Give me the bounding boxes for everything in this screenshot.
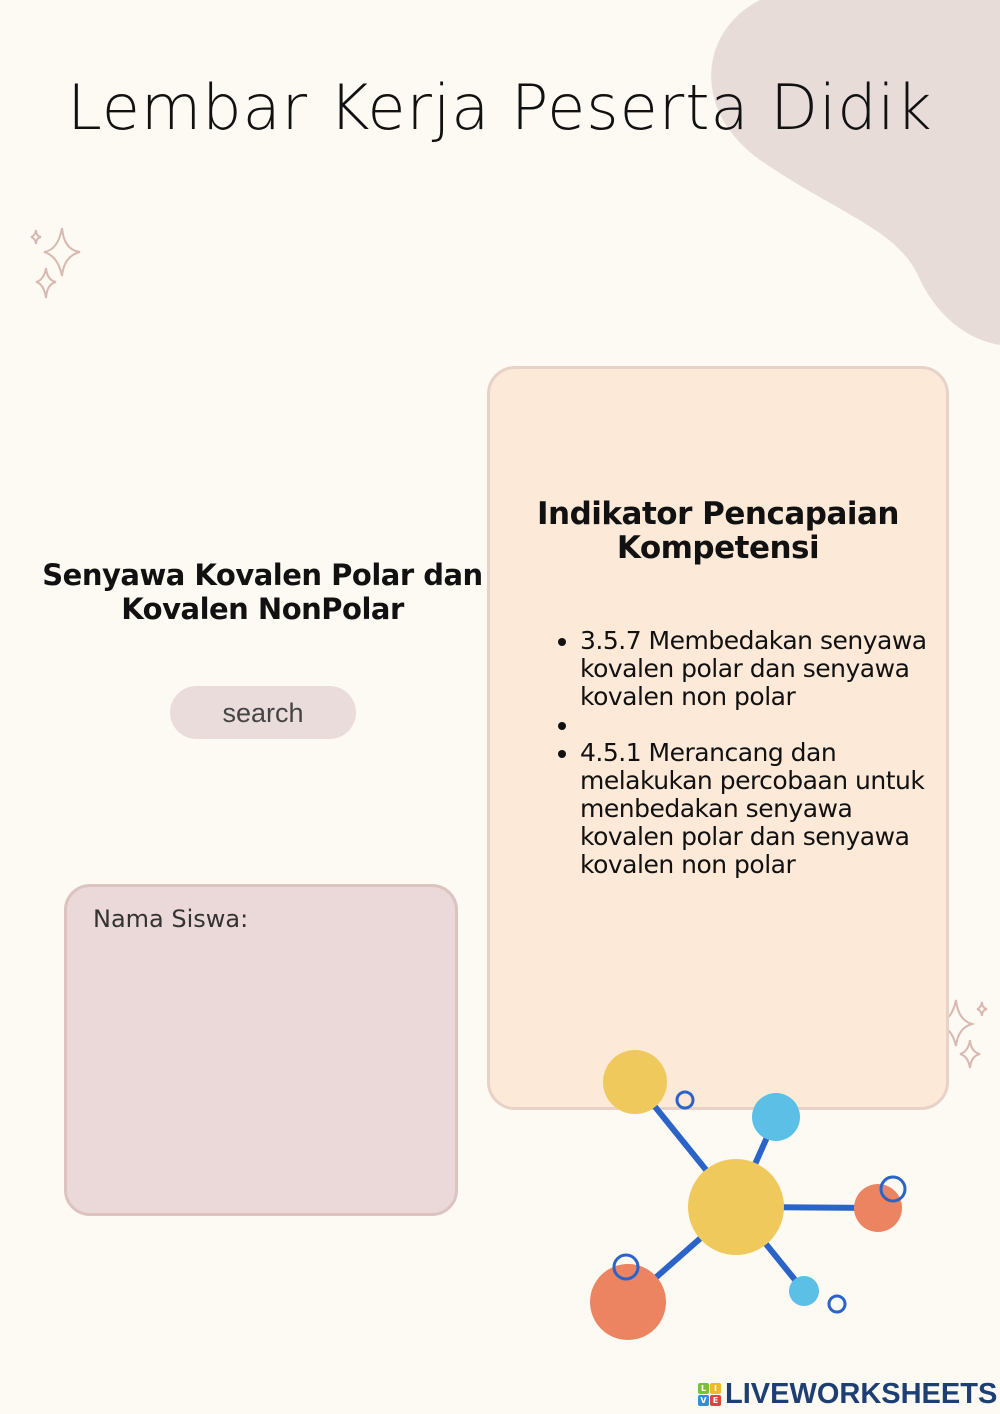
page-title: Lembar Kerja Peserta Didik bbox=[67, 71, 933, 144]
liveworksheets-logo bbox=[698, 1378, 997, 1411]
subject-heading: Senyawa Kovalen Polar dan Kovalen NonPolar bbox=[42, 558, 483, 626]
indicator-title: Indikator Pencapaian Kompetensi bbox=[537, 496, 899, 566]
indicator-list bbox=[538, 627, 950, 879]
list-item: • 4.5.1 Merancang dan melakukan percobaan untuk menbedakan senyawa kovalen polar dan senyawa kovalen non polar bbox=[580, 739, 950, 879]
student-name-card bbox=[64, 884, 458, 1216]
search-button[interactable]: search bbox=[170, 686, 356, 739]
indicator-card bbox=[487, 366, 949, 1110]
student-name-input[interactable] bbox=[87, 947, 435, 1193]
sparkle-icon bbox=[31, 228, 80, 298]
logo-text: LIVEWORKSHEETS bbox=[725, 1378, 998, 1410]
decorative-blob bbox=[711, 0, 1000, 345]
list-item: • 3.5.7 Membedakan senyawa kovalen polar dan senyawa kovalen non polar bbox=[580, 627, 950, 711]
list-item bbox=[580, 711, 950, 739]
logo-icon: L I V E bbox=[698, 1383, 721, 1406]
student-name-label: Nama Siswa: bbox=[93, 905, 249, 933]
